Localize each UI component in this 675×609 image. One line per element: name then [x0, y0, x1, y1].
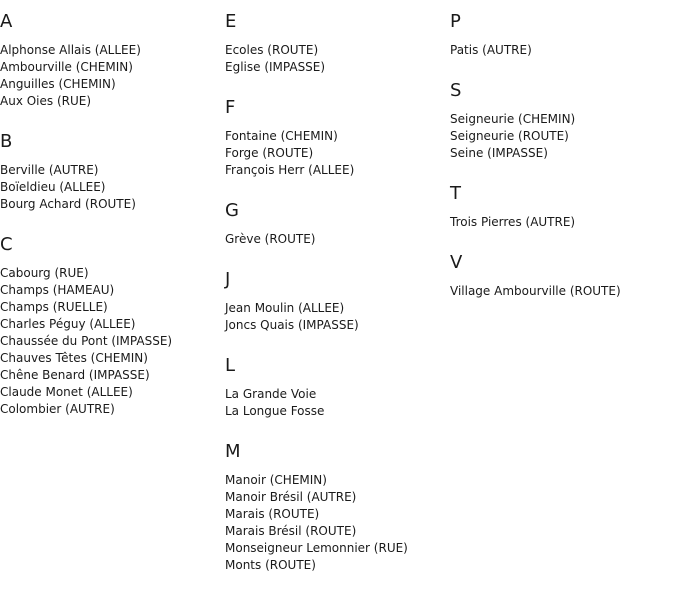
street-link[interactable]: Patis (AUTRE) — [450, 43, 532, 57]
street-link[interactable]: Manoir (CHEMIN) — [225, 473, 327, 487]
street-list — [225, 231, 450, 248]
section-letter-heading: V — [450, 252, 463, 273]
street-link[interactable]: Seine (IMPASSE) — [450, 146, 548, 160]
letter-section — [225, 0, 450, 76]
street-link[interactable]: Boïeldieu (ALLEE) — [0, 180, 106, 194]
section-letter-heading: F — [225, 97, 236, 118]
letter-section — [450, 172, 675, 231]
street-link[interactable]: Fontaine (CHEMIN) — [225, 129, 338, 143]
letter-section — [225, 86, 450, 179]
letter-section — [0, 120, 225, 213]
street-link[interactable]: Cabourg (RUE) — [0, 266, 89, 280]
street-link[interactable]: Forge (ROUTE) — [225, 146, 314, 160]
index-column — [450, 0, 675, 310]
street-link[interactable]: Eglise (IMPASSE) — [225, 60, 326, 74]
street-link[interactable]: La Longue Fosse — [225, 404, 325, 418]
street-link[interactable]: Berville (AUTRE) — [0, 163, 99, 177]
letter-section — [450, 241, 675, 300]
letter-section — [0, 0, 225, 110]
street-link[interactable]: Champs (HAMEAU) — [0, 283, 115, 297]
street-link[interactable]: Aux Oies (RUE) — [0, 94, 92, 108]
section-letter-heading: P — [450, 11, 461, 32]
street-list — [225, 300, 450, 334]
street-link[interactable]: Chêne Benard (IMPASSE) — [0, 368, 150, 382]
letter-section — [225, 189, 450, 248]
street-list — [450, 283, 675, 300]
street-list — [0, 42, 225, 110]
street-link[interactable]: Charles Péguy (ALLEE) — [0, 317, 136, 331]
street-link[interactable]: Ambourville (CHEMIN) — [0, 60, 133, 74]
street-list — [225, 128, 450, 179]
street-list — [225, 386, 450, 420]
street-link[interactable]: Monseigneur Lemonnier (RUE) — [225, 541, 408, 555]
section-letter-heading: S — [450, 80, 462, 101]
street-list — [450, 111, 675, 162]
street-link[interactable]: Jean Moulin (ALLEE) — [225, 301, 345, 315]
section-letter-heading: E — [225, 11, 237, 32]
section-letter-heading: G — [225, 200, 239, 221]
street-link[interactable]: Grève (ROUTE) — [225, 232, 316, 246]
street-list — [450, 42, 675, 59]
street-link[interactable]: Joncs Quais (IMPASSE) — [225, 318, 359, 332]
street-list — [0, 265, 225, 418]
street-list — [225, 42, 450, 76]
letter-section — [0, 223, 225, 418]
letter-section — [225, 430, 450, 574]
street-link[interactable]: Claude Monet (ALLEE) — [0, 385, 133, 399]
letter-section — [450, 69, 675, 162]
section-letter-heading: C — [0, 234, 13, 255]
section-letter-heading: M — [225, 441, 241, 462]
street-link[interactable]: Ecoles (ROUTE) — [225, 43, 319, 57]
section-letter-heading: A — [0, 11, 13, 32]
letter-section — [450, 0, 675, 59]
street-link[interactable]: Bourg Achard (ROUTE) — [0, 197, 136, 211]
street-list — [0, 162, 225, 213]
street-link[interactable]: Seigneurie (ROUTE) — [450, 129, 569, 143]
section-letter-heading: L — [225, 355, 236, 376]
street-link[interactable]: Anguilles (CHEMIN) — [0, 77, 116, 91]
index-column — [0, 0, 225, 428]
section-letter-heading: B — [0, 131, 13, 152]
street-link[interactable]: Champs (RUELLE) — [0, 300, 108, 314]
street-link[interactable]: Manoir Brésil (AUTRE) — [225, 490, 357, 504]
letter-section — [225, 344, 450, 420]
street-link[interactable]: François Herr (ALLEE) — [225, 163, 355, 177]
street-link[interactable]: Marais Brésil (ROUTE) — [225, 524, 357, 538]
street-link[interactable]: Marais (ROUTE) — [225, 507, 320, 521]
section-letter-heading: J — [225, 269, 231, 290]
section-letter-heading: T — [450, 183, 461, 204]
index-column — [225, 0, 450, 584]
letter-section — [225, 258, 450, 334]
street-link[interactable]: Trois Pierres (AUTRE) — [450, 215, 576, 229]
street-list — [225, 472, 450, 574]
street-link[interactable]: Colombier (AUTRE) — [0, 402, 115, 416]
street-link[interactable]: Chauves Têtes (CHEMIN) — [0, 351, 148, 365]
street-link[interactable]: La Grande Voie — [225, 387, 317, 401]
street-link[interactable]: Village Ambourville (ROUTE) — [450, 284, 621, 298]
street-list — [450, 214, 675, 231]
street-link[interactable]: Alphonse Allais (ALLEE) — [0, 43, 141, 57]
street-link[interactable]: Chaussée du Pont (IMPASSE) — [0, 334, 173, 348]
street-link[interactable]: Seigneurie (CHEMIN) — [450, 112, 576, 126]
street-link[interactable]: Monts (ROUTE) — [225, 558, 316, 572]
